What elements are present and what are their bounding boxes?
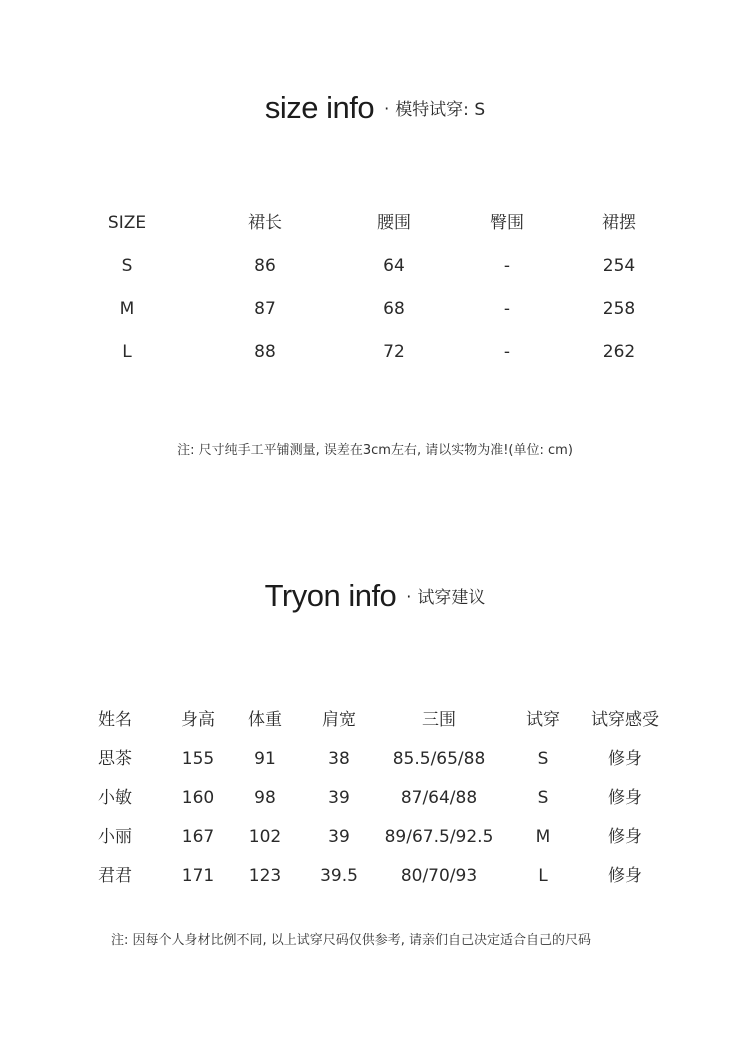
- table-cell: 254: [602, 256, 636, 276]
- table-cell: -: [503, 342, 511, 362]
- table-cell: 262: [602, 342, 636, 362]
- size-info-subtitle: 模特试穿: S: [395, 100, 486, 120]
- header-cell: 裙长: [248, 213, 282, 233]
- table-cell: S: [537, 788, 549, 808]
- table-cell: 91: [254, 749, 276, 769]
- table-cell: 160: [181, 788, 215, 808]
- header-cell: 臀围: [490, 213, 524, 233]
- table-cell: 思茶: [98, 749, 132, 769]
- table-cell: 39: [328, 827, 350, 847]
- header-cell: 肩宽: [322, 710, 356, 730]
- table-cell: 123: [248, 866, 282, 886]
- table-cell: -: [503, 299, 511, 319]
- heading-dot: ·: [406, 587, 412, 606]
- table-cell: 171: [181, 866, 215, 886]
- table-cell: 155: [181, 749, 215, 769]
- table-cell: M: [535, 827, 551, 847]
- table-cell: 87: [254, 299, 276, 319]
- tryon-note: 注: 因每个人身材比例不同, 以上试穿尺码仅供参考, 请亲们自己决定适合自己的尺码: [111, 933, 592, 948]
- table-cell: 君君: [98, 866, 132, 886]
- table-cell: 80/70/93: [400, 866, 478, 886]
- table-cell: 72: [383, 342, 405, 362]
- table-cell: -: [503, 256, 511, 276]
- heading-dot: ·: [384, 99, 390, 118]
- table-cell: 64: [383, 256, 405, 276]
- tryon-info-title: Tryon info: [264, 578, 397, 613]
- table-cell: 167: [181, 827, 215, 847]
- tryon-info-heading: [0, 578, 750, 614]
- table-cell: 98: [254, 788, 276, 808]
- table-cell: 89/67.5/92.5: [384, 827, 494, 847]
- table-cell: 68: [383, 299, 405, 319]
- header-cell: 身高: [181, 710, 215, 730]
- table-cell: S: [537, 749, 549, 769]
- table-cell: 修身: [608, 827, 642, 847]
- header-cell: 试穿: [526, 710, 560, 730]
- header-cell: 腰围: [377, 213, 411, 233]
- table-cell: L: [122, 342, 132, 362]
- table-cell: S: [121, 256, 133, 276]
- table-cell: 修身: [608, 749, 642, 769]
- table-cell: 小丽: [98, 827, 132, 847]
- header-cell: 试穿感受: [591, 710, 659, 730]
- table-cell: 小敏: [98, 788, 132, 808]
- table-cell: 88: [254, 342, 276, 362]
- size-info-heading: [0, 90, 750, 126]
- table-cell: 86: [254, 256, 276, 276]
- size-info-title: size info: [264, 90, 375, 125]
- table-cell: L: [538, 866, 548, 886]
- header-cell: 姓名: [98, 710, 132, 730]
- table-cell: 85.5/65/88: [392, 749, 486, 769]
- table-cell: 258: [602, 299, 636, 319]
- table-cell: 修身: [608, 788, 642, 808]
- header-cell: 裙摆: [602, 213, 636, 233]
- tryon-info-subtitle: 试穿建议: [417, 588, 486, 608]
- table-cell: 39.5: [320, 866, 358, 886]
- header-cell: SIZE: [107, 213, 147, 233]
- table-cell: 修身: [608, 866, 642, 886]
- table-cell: 39: [328, 788, 350, 808]
- header-cell: 体重: [248, 710, 282, 730]
- table-cell: M: [119, 299, 135, 319]
- table-cell: 102: [248, 827, 282, 847]
- size-note: 注: 尺寸纯手工平铺测量, 误差在3cm左右, 请以实物为准!(单位: cm): [177, 443, 573, 458]
- header-cell: 三围: [422, 710, 456, 730]
- table-cell: 38: [328, 749, 350, 769]
- table-cell: 87/64/88: [400, 788, 478, 808]
